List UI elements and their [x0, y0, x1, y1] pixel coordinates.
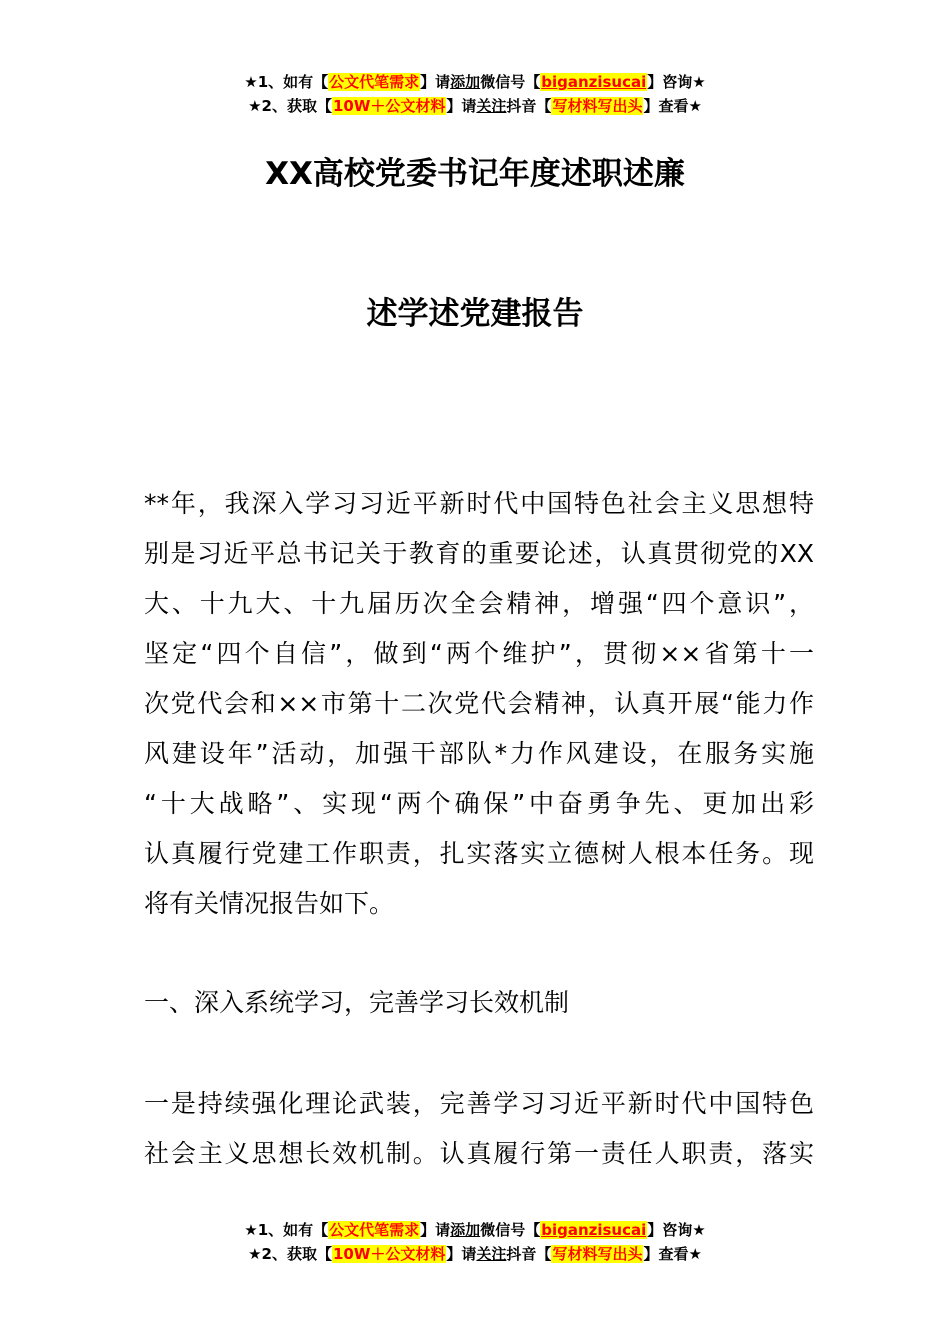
promo-text: 抖音【: [506, 97, 552, 115]
promo-text: 】咨询: [647, 73, 693, 91]
body-line: 坚定“四个自信”，做到“两个维护”，贯彻××省第十一: [144, 639, 814, 668]
body-line: 社会主义思想长效机制。认真履行第一责任人职责，落实: [144, 1139, 814, 1168]
body-line: 认真履行党建工作职责，扎实落实立德树人根本任务。现: [144, 839, 814, 868]
promo-text: 】请: [446, 1245, 477, 1263]
promo-text: 抖音【: [506, 1245, 552, 1263]
promo-text: 】查看: [643, 97, 689, 115]
promo-underlined: 关注: [476, 1245, 507, 1263]
douyin-account-link[interactable]: 写材料写出头: [552, 97, 643, 115]
promo-text: 微信号【: [480, 1221, 541, 1239]
promo-text: 】查看: [643, 1245, 689, 1263]
document-title-line-2: 述学述党建报告: [366, 296, 584, 332]
promo-footer: [0, 1218, 950, 1266]
star-icon: ★: [688, 97, 702, 115]
body-line: 风建设年”活动，加强干部队*力作风建设，在服务实施: [144, 739, 814, 768]
promo-highlight: 公文代笔需求: [329, 73, 420, 91]
promo-line-1: [0, 70, 950, 94]
section-heading: 一、深入系统学习，完善学习长效机制: [144, 988, 570, 1017]
promo-header: [0, 70, 950, 118]
promo-underlined: 添加: [450, 73, 481, 91]
star-icon: ★: [248, 1245, 262, 1263]
star-icon: ★: [692, 1221, 706, 1239]
promo-line-2: [0, 1242, 950, 1266]
promo-text: 2、获取【: [261, 1245, 332, 1263]
promo-text: 2、获取【: [261, 97, 332, 115]
promo-text: 1、如有【: [257, 1221, 329, 1239]
body-line: 次党代会和××市第十二次党代会精神，认真开展“能力作: [144, 689, 814, 718]
star-icon: ★: [248, 97, 262, 115]
promo-highlight: 公文代笔需求: [329, 1221, 420, 1239]
promo-text: 1、如有【: [257, 73, 329, 91]
promo-text: 】咨询: [647, 1221, 693, 1239]
document-title-line-1: XX高校党委书记年度述职述廉: [265, 156, 685, 192]
body-line: “十大战略”、实现“两个确保”中奋勇争先、更加出彩: [144, 789, 814, 818]
promo-text: 】请: [420, 1221, 451, 1239]
star-icon: ★: [688, 1245, 702, 1263]
douyin-account-link[interactable]: 写材料写出头: [552, 1245, 643, 1263]
star-icon: ★: [244, 1221, 258, 1239]
star-icon: ★: [244, 73, 258, 91]
promo-line-2: [0, 94, 950, 118]
star-icon: ★: [692, 73, 706, 91]
body-line: **年，我深入学习习近平新时代中国特色社会主义思想特: [144, 489, 814, 518]
promo-underlined: 添加: [450, 1221, 481, 1239]
body-line: 将有关情况报告如下。: [144, 889, 395, 918]
wechat-id-link[interactable]: biganzisucai: [541, 73, 647, 91]
promo-text: 】请: [420, 73, 451, 91]
body-line: 大、十九大、十九届历次全会精神，增强“四个意识”，: [144, 589, 814, 618]
promo-highlight: 10W＋公文材料: [332, 1245, 446, 1263]
promo-line-1: [0, 1218, 950, 1242]
promo-highlight: 10W＋公文材料: [332, 97, 446, 115]
body-line: 别是习近平总书记关于教育的重要论述，认真贯彻党的XX: [144, 539, 814, 568]
wechat-id-link[interactable]: biganzisucai: [541, 1221, 647, 1239]
promo-text: 微信号【: [480, 73, 541, 91]
promo-text: 】请: [446, 97, 477, 115]
body-line: 一是持续强化理论武装，完善学习习近平新时代中国特色: [144, 1089, 814, 1118]
promo-underlined: 关注: [476, 97, 507, 115]
